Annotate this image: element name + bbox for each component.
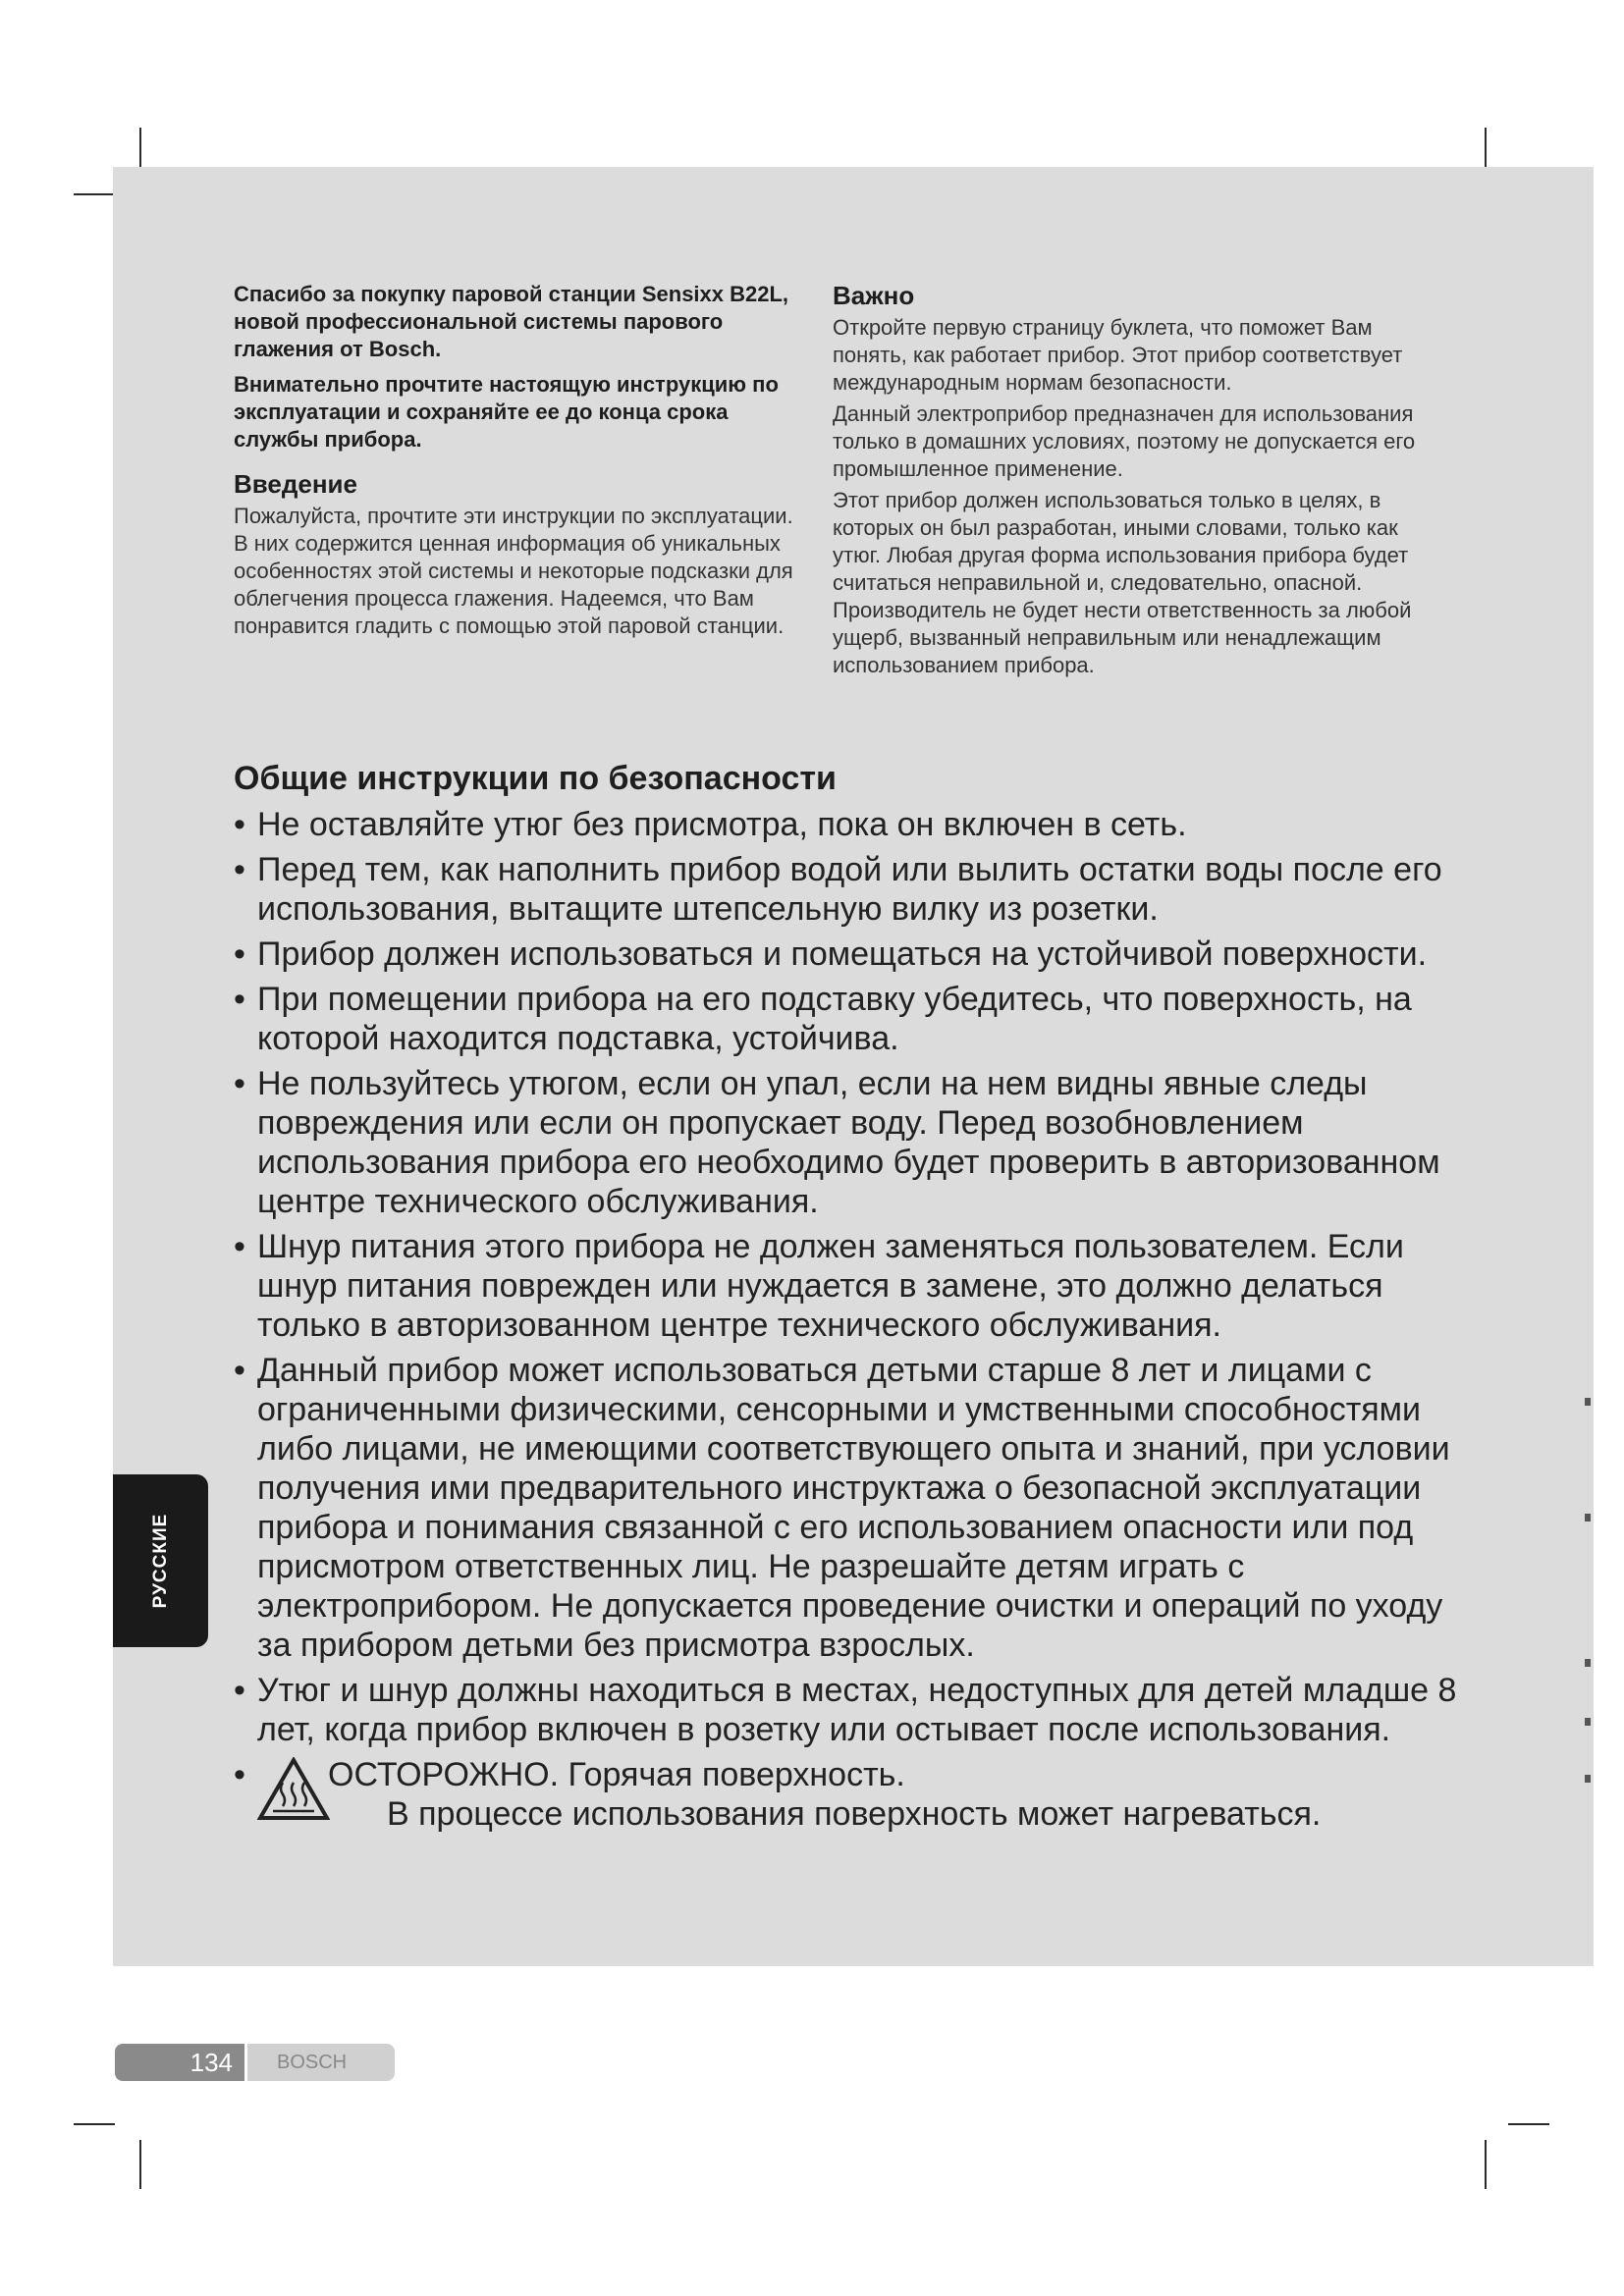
important-paragraph: Данный электроприбор предназначен для использования только в домашних условиях, поэтому не допускается его промышленное применение. bbox=[833, 401, 1416, 481]
intro-bold-paragraph: Спасибо за покупку паровой станции Sensixx B22L, новой профессиональной системы парового глажения от Bosch. bbox=[234, 282, 789, 361]
edge-mark bbox=[1585, 1775, 1591, 1783]
introduction-heading: Введение bbox=[234, 469, 357, 499]
crop-mark bbox=[1508, 2123, 1549, 2125]
safety-bullet: • Утюг и шнур должны находиться в местах, недоступных для детей младше 8 лет, когда прибор включен в розетку или остывает после использования. bbox=[234, 1671, 1481, 1749]
crop-mark bbox=[74, 193, 115, 195]
safety-warning-bullet bbox=[234, 1755, 1481, 1834]
edge-mark bbox=[1585, 1659, 1591, 1667]
language-label: РУССКИЕ bbox=[149, 1513, 171, 1609]
warning-line-2: В процессе использования поверхность может нагреваться. bbox=[387, 1795, 1322, 1833]
warning-line-1: ОСТОРОЖНО. Горячая поверхность. bbox=[328, 1756, 905, 1793]
edge-mark bbox=[1585, 1398, 1591, 1406]
safety-title: Общие инструкции по безопасности bbox=[234, 760, 837, 797]
safety-bullet: • Шнур питания этого прибора не должен заменяться пользователем. Если шнур питания поврежден или нуждается в замене, это должно делаться только в авторизованном центре технического обслуживания. bbox=[234, 1227, 1481, 1345]
hot-surface-warning-icon bbox=[257, 1757, 330, 1824]
safety-bullet: • Не пользуйтесь утюгом, если он упал, если на нем видны явные следы повреждения или если он пропускает воду. Перед возобновлением использования прибора его необходимо будет проверить в авторизованном центре технического обслуживания. bbox=[234, 1064, 1481, 1221]
important-heading: Важно bbox=[833, 281, 915, 310]
edge-mark bbox=[1585, 1718, 1591, 1726]
safety-bullet: • Прибор должен использоваться и помещаться на устойчивой поверхности. bbox=[234, 934, 1481, 974]
introduction-text: Пожалуйста, прочтите эти инструкции по эксплуатации. В них содержится ценная информация об уникальных особенностях этой системы и некоторые подсказки для облегчения процесса глажения. Надеемся, что Вам понравится гладить с помощью этой паровой станции. bbox=[234, 504, 793, 638]
edge-mark bbox=[1585, 1514, 1591, 1522]
crop-mark bbox=[139, 2140, 141, 2189]
brand-label: BOSCH bbox=[247, 2044, 395, 2081]
right-column bbox=[833, 281, 1422, 683]
important-paragraph: Откройте первую страницу буклета, что поможет Вам понять, как работает прибор. Этот прибор соответствует международным нормам безопасности. bbox=[833, 315, 1403, 395]
intro-bold-paragraph: Внимательно прочтите настоящую инструкцию по эксплуатации и сохраняйте ее до конца срока службы прибора. bbox=[234, 372, 779, 452]
crop-mark bbox=[1485, 2140, 1487, 2189]
language-side-tab bbox=[113, 1474, 208, 1647]
left-column bbox=[234, 281, 803, 644]
important-paragraph: Этот прибор должен использоваться только в целях, в которых он был разработан, иными словами, только как утюг. Любая другая форма использования прибора будет считаться неправильной и, следовательно, опасной. Производитель не будет нести ответственность за любой ущерб, вызванный неправильным или ненадлежащим использованием прибора. bbox=[833, 488, 1412, 677]
safety-bullet: • Перед тем, как наполнить прибор водой или вылить остатки воды после его использования, вытащите штепсельную вилку из розетки. bbox=[234, 850, 1481, 929]
page-number: 134 bbox=[115, 2044, 244, 2081]
safety-bullet-list bbox=[234, 805, 1481, 1840]
crop-mark bbox=[74, 2123, 115, 2125]
safety-bullet: • При помещении прибора на его подставку убедитесь, что поверхность, на которой находится подставка, устойчива. bbox=[234, 980, 1481, 1058]
safety-bullet: • Данный прибор может использоваться детьми старше 8 лет и лицами с ограниченными физическими, сенсорными и умственными способностями либо лицами, не имеющими соответствующего опыта и знаний, при условии получения ими предварительного инструктажа о безопасной эксплуатации прибора и понимания связанной с его использованием опасности или под присмотром ответственных лиц. Не разрешайте детям играть с электроприбором. Не допускается проведение очистки и операций по уходу за прибором детьми без присмотра взрослых. bbox=[234, 1351, 1481, 1665]
safety-bullet: • Не оставляйте утюг без присмотра, пока он включен в сеть. bbox=[234, 805, 1481, 844]
